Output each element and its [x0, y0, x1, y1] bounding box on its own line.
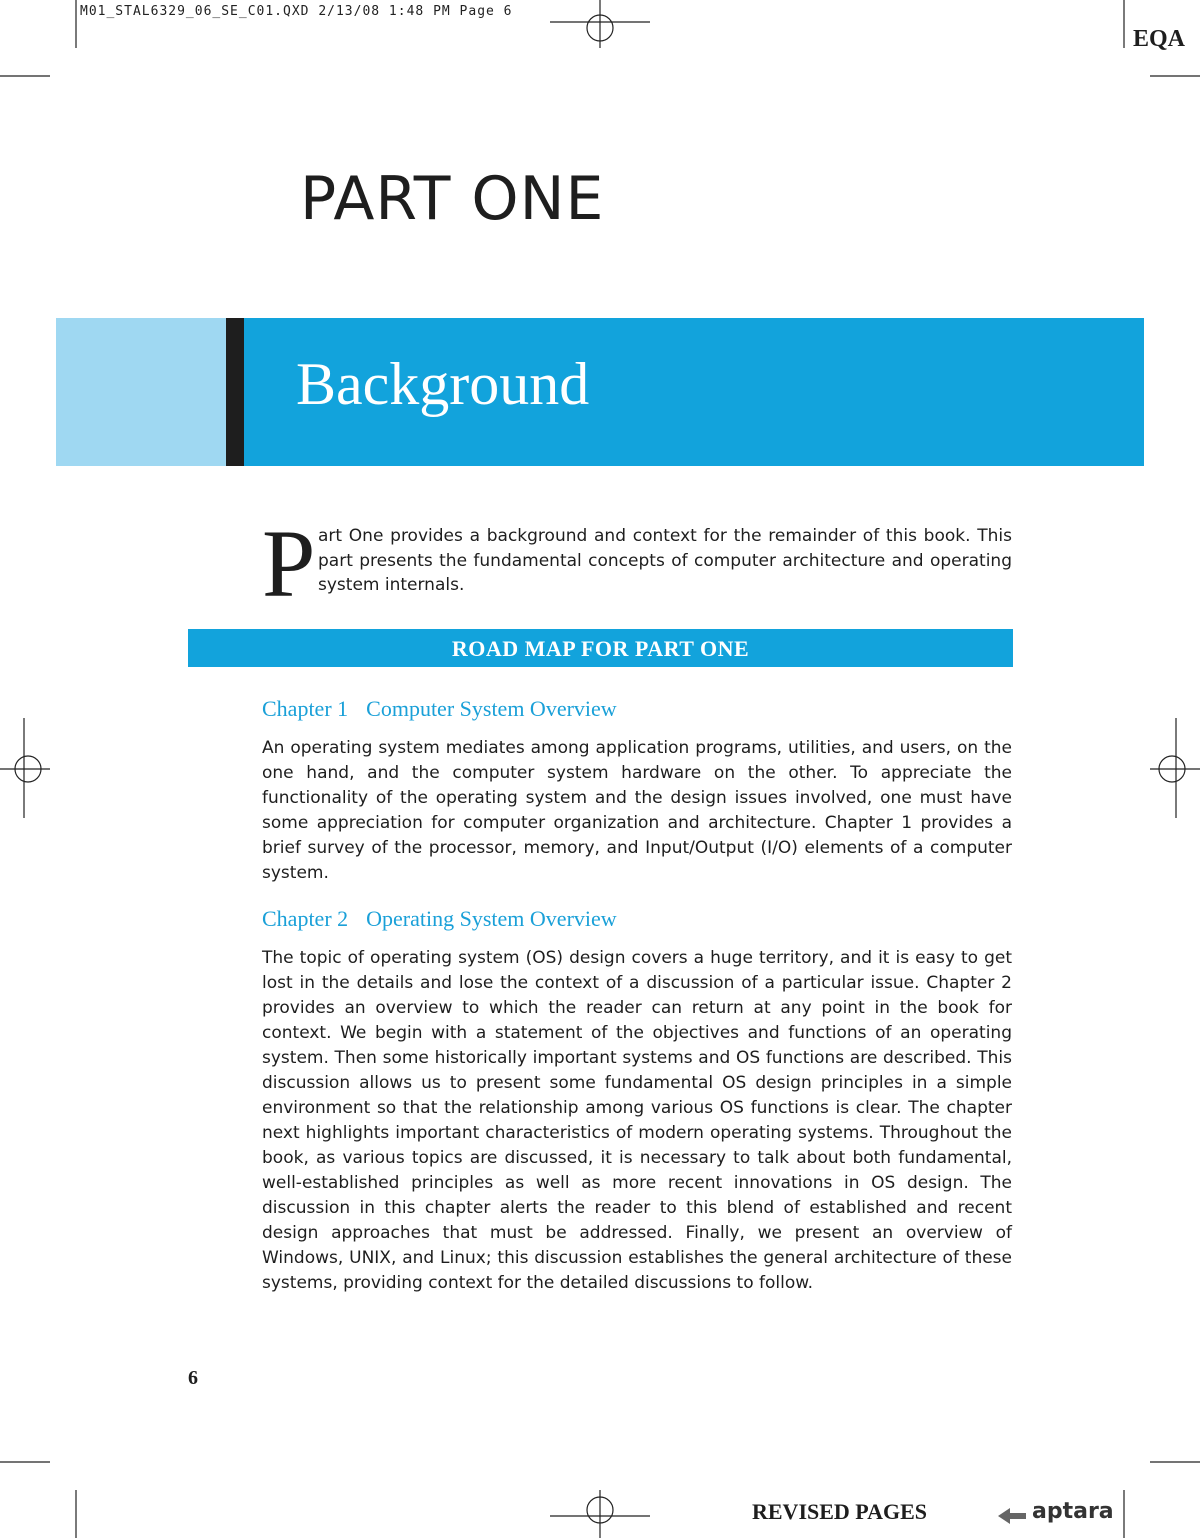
- title-band-bar: [226, 318, 244, 466]
- chapter-title: Operating System Overview: [366, 906, 617, 931]
- chapter-title: Computer System Overview: [366, 696, 617, 721]
- part-subtitle: Background: [296, 351, 590, 417]
- part-title: PART ONE: [300, 164, 605, 234]
- chapter-heading: [262, 906, 617, 932]
- chapter-description: An operating system mediates among application programs, utilities, and users, on the one hand, and the computer system hardware on the other. To appreciate the functionality of the operating system and the design issues involved, one must have some appreciation for computer organization and architecture. Chapter 1 provides a brief survey of the processor, memory, and Input/Output (I/O) elements of a computer system.: [262, 738, 1012, 883]
- chapter-description: The topic of operating system (OS) design covers a huge territory, and it is easy to get lost in the details and lose the context of a discussion of a particular issue. Chapter 2 provides an overview to which the reader can return at any point in the book for context. We begin with a statement of the objectives and functions of an operating system. Then some historically important systems and OS functions are described. This discussion allows us to present some fundamental OS design principles in a simple environment so that the relationship among various OS functions is clear. The chapter next highlights important characteristics of modern operating systems. Throughout the book, as various topics are discussed, it is necessary to talk about both fundamental, well-established principles as well as more recent innovations in OS design. The discussion in this chapter alerts the reader to this blend of established and recent design approaches that must be addressed. Finally, we present an overview of Windows, UNIX, and Linux; this discussion establishes the general architecture of these systems, providing context for the detailed discussions to follow.: [262, 948, 1012, 1293]
- aptara-logo-icon: [996, 1504, 1028, 1528]
- chapter-label: Chapter 1: [262, 696, 349, 721]
- registration-mark-bottom: [550, 1490, 650, 1538]
- revised-pages-label: REVISED PAGES: [752, 1499, 928, 1524]
- chapter-label: Chapter 2: [262, 906, 349, 931]
- eqa-label: EQA: [1133, 26, 1186, 52]
- chapter-heading: [262, 696, 617, 722]
- roadmap-header: ROAD MAP FOR PART ONE: [188, 629, 1013, 667]
- title-band-light: [56, 318, 226, 466]
- registration-mark-left: [0, 718, 50, 818]
- intro-paragraph: art One provides a background and context for the remainder of this book. This part presents the fundamental concepts of computer architecture and operating system internals.: [318, 526, 1012, 595]
- registration-mark-top: [550, 0, 650, 48]
- registration-mark-right: [1150, 718, 1200, 818]
- aptara-logo-text: aptara: [1032, 1499, 1114, 1524]
- file-slug: M01_STAL6329_06_SE_C01.QXD 2/13/08 1:48 PM Page 6: [80, 4, 513, 19]
- drop-cap: P: [262, 510, 316, 617]
- page-number: 6: [188, 1367, 198, 1389]
